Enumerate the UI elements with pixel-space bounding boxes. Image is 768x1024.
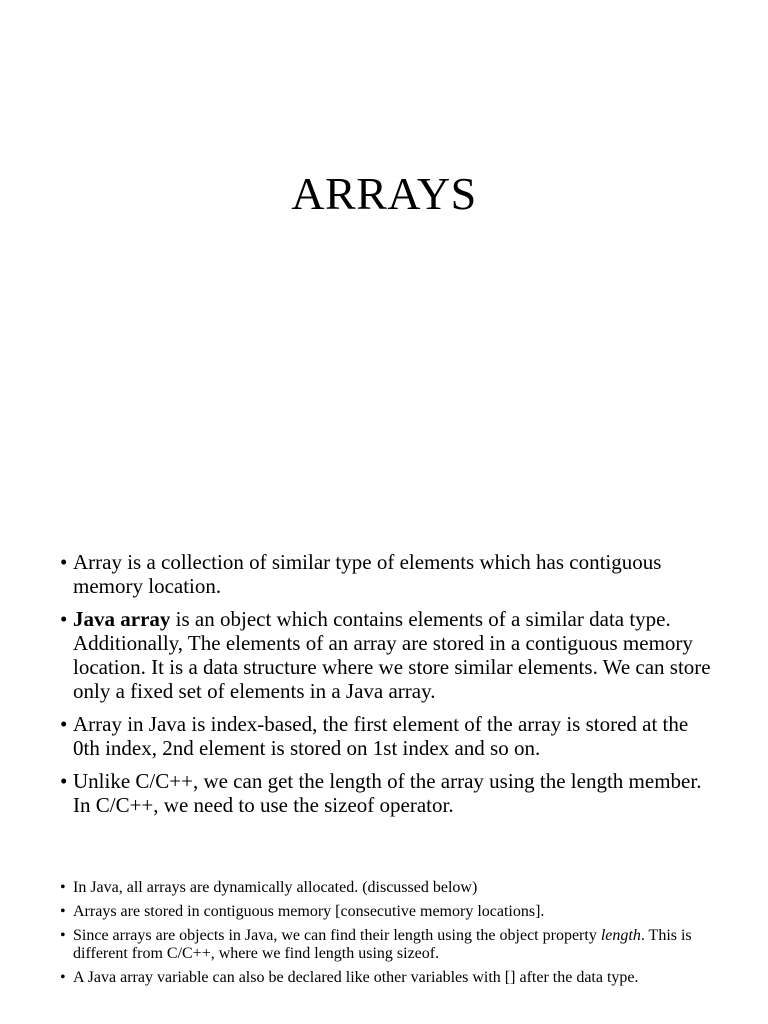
bullet-text: Array in Java is index-based, the first element of the array is stored at the 0th index, 2nd element is stored on 1st index and so on. bbox=[73, 712, 689, 760]
bullet-item bbox=[60, 550, 720, 598]
slide-title: ARRAYS bbox=[291, 168, 477, 219]
bullet-mark: • bbox=[60, 903, 66, 920]
main-bullet-list bbox=[60, 550, 720, 826]
bullet-mark: • bbox=[60, 712, 68, 736]
bullet-text: is an object which contains elements of a similar data type. Additionally, The elements of an array are stored in a contiguous memory location. It is a data structure where we store similar elements. We can store only a fixed set of elements in a Java array. bbox=[73, 607, 711, 703]
bullet-text: In Java, all arrays are dynamically allocated. (discussed below) bbox=[73, 879, 478, 896]
bullet-item bbox=[60, 969, 720, 987]
bullet-text: Unlike C/C++, we can get the length of the array using the length member. In C/C++, we need to use the sizeof operator. bbox=[73, 769, 702, 817]
bullet-mark: • bbox=[60, 769, 68, 793]
bullet-item bbox=[60, 712, 720, 760]
bullet-item bbox=[60, 927, 720, 963]
bullet-text: Array is a collection of similar type of elements which has contiguous memory location. bbox=[73, 550, 662, 598]
bullet-text: Arrays are stored in contiguous memory [consecutive memory locations]. bbox=[73, 903, 545, 920]
bullet-text: Since arrays are objects in Java, we can find their length using the object property bbox=[73, 927, 601, 944]
bullet-mark: • bbox=[60, 550, 68, 574]
bullet-mark: • bbox=[60, 607, 68, 631]
bullet-item bbox=[60, 607, 720, 703]
content-slide bbox=[0, 520, 768, 1024]
bullet-mark: • bbox=[60, 927, 66, 944]
bullet-item bbox=[60, 879, 720, 897]
bullet-text: . This is different from C/C++, where we find length using sizeof. bbox=[73, 927, 692, 962]
bullet-item bbox=[60, 903, 720, 921]
bullet-italic-term: length bbox=[600, 927, 641, 944]
bullet-text: A Java array variable can also be declared like other variables with [] after the data type. bbox=[73, 969, 639, 986]
bullet-item bbox=[60, 769, 720, 817]
bullet-mark: • bbox=[60, 969, 66, 986]
secondary-bullet-list bbox=[60, 879, 720, 993]
bullet-bold-term: Java array bbox=[73, 607, 171, 631]
bullet-mark: • bbox=[60, 879, 66, 896]
